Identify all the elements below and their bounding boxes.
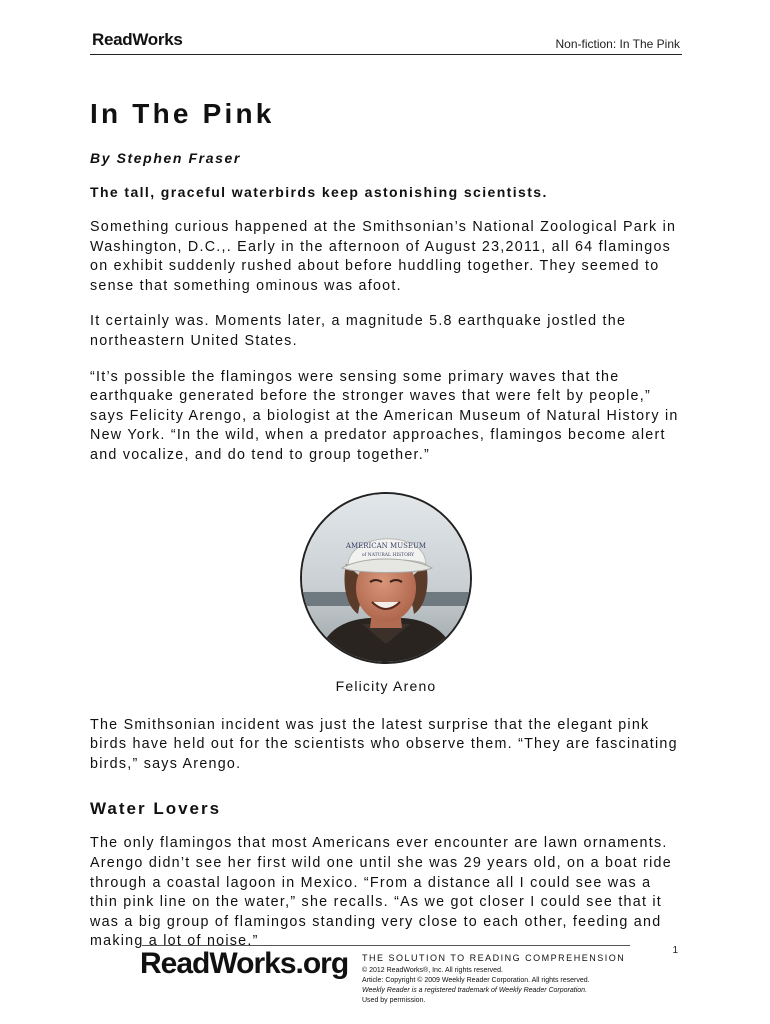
footer-logo: ReadWorks.org [140, 947, 349, 980]
paragraph-1: Something curious happened at the Smithsonian’s National Zoological Park in Washington, D.C.,. Early in the afternoon of August 23,2011, all 64 flamingos on exhibit suddenly rushed about before huddling together. They seemed to sense that something ominous was afoot. [90, 219, 677, 294]
paragraph-3: “It’s possible the flamingos were sensing some primary waves that the earthquake generated before the stronger waves that were felt by people,” says Felicity Arengo, a biologist at the American Museum of Natural History in New York. “In the wild, when a predator approaches, flamingos become alert and vocalize, and do tend to group together.” [90, 368, 679, 463]
copyright-line-2: Article: Copyright © 2009 Weekly Reader Corporation. All rights reserved. [362, 977, 590, 984]
section-paragraph: The only flamingos that most Americans ever encounter are lawn ornaments. Arengo didn’t see her first wild one until she was 29 years old, on a boat ride through a coastal lagoon in Mexico. “From a distance all I could see was a thin pink line on the water,” she recalls. “As we got closer I could see that it was a big group of flamingos standing very close to each other, feeding and making a lot of noise.” [90, 835, 672, 950]
article-byline: By Stephen Fraser [90, 150, 241, 166]
header-logo: ReadWorks [92, 30, 183, 49]
section-heading: Water Lovers [90, 799, 222, 819]
copyright-line-3: Weekly Reader is a registered trademark of Weekly Reader Corporation. [362, 987, 588, 994]
footer-divider [142, 945, 630, 946]
footer-copyright [362, 966, 590, 1006]
cap-text-line2: of NATURAL HISTORY [361, 552, 415, 558]
photo-caption: Felicity Areno [335, 677, 437, 694]
cap-text-line1: AMERICAN MUSEUM [345, 541, 427, 550]
portrait-illustration [302, 494, 470, 662]
article-title: In The Pink [90, 98, 275, 129]
paragraph-2: It certainly was. Moments later, a magnitude 5.8 earthquake jostled the northeastern United States. [90, 313, 627, 349]
article-body [90, 92, 680, 952]
copyright-line-4: Used by permission. [362, 997, 426, 1004]
header-section-label: Non-fiction: In The Pink [555, 37, 680, 51]
article-deck: The tall, graceful waterbirds keep astonishing scientists. [90, 184, 548, 200]
copyright-line-1: © 2012 ReadWorks®, Inc. All rights reserved. [362, 967, 503, 974]
portrait-photo [300, 492, 472, 664]
photo-container [90, 492, 680, 664]
page-number: 1 [672, 945, 678, 956]
footer-tagline: THE SOLUTION TO READING COMPREHENSION [362, 953, 626, 963]
paragraph-4: The Smithsonian incident was just the latest surprise that the elegant pink birds have held out for the scientists who observe them. “They are fascinating birds,” says Arengo. [90, 716, 678, 772]
header-divider [90, 54, 682, 55]
